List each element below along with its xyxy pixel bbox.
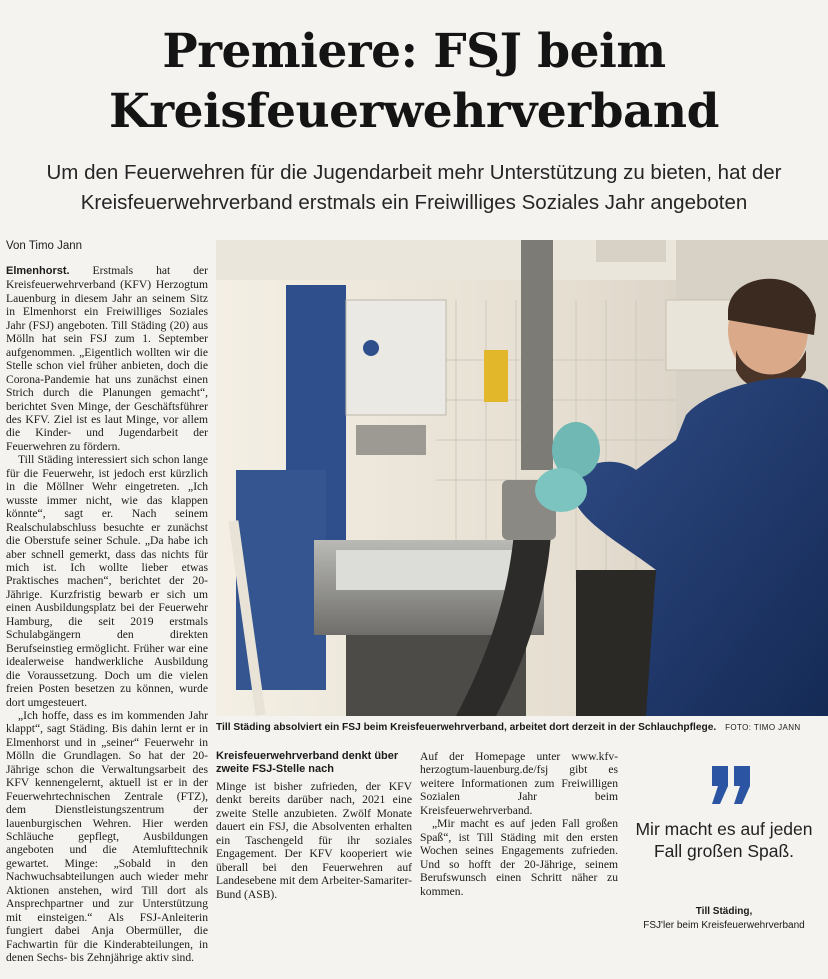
- article-paragraph-6: „Mir macht es auf jeden Fall großen Spaß“, ist Till Städing mit den ersten Wochen seines Engagements zufrieden. Und so hofft der 20-Jährige, seinem Berufswunsch einen Schritt näher zu kommen.: [420, 817, 618, 898]
- article-paragraph-3: „Ich hoffe, dass es im kommenden Jahr klappt“, sagt Städing. Bis dahin lernt er in Elmenhorst und in „seiner“ Feuerwehr in Mölln die Grundlagen. So hat der 20-Jährige schon die Verwaltungsarbeit des KFV kennengelernt, aktuell ist er in der Feuerwehrtechnischen Zentrale (FTZ), dem Dienstleistungszentrum der lauenburgischen Wehren. Hier werden Schläuche gepflegt, Ausbildungen angeboten und die Atemlufttechnik gewartet. Minge: „Sobald in den Nachwuchsabteilungen auch wieder mehr Aktionen anstehen, wird Till dort als Ansprechpartner und zur Unterstützung mit einsteigen.“ Als FSJ-Anleiterin fungiert dabei Anja Obermüller, die Fachwartin für die Kinderabteilungen, in denen Sechs- bis Zehnjährige aktiv sind.: [6, 708, 208, 965]
- headline-line-2: Kreisfeuerwehrverband: [109, 84, 719, 139]
- pull-quote: [626, 760, 822, 940]
- article-paragraph-1-text: Erstmals hat der Kreisfeuerwehrverband (KFV) Herzogtum Lauenburg in diesem Jahr an seinem Sitz in Elmenhorst ein Freiwilliges Soziales Jahr (FSJ) angeboten. Till Städing (20) aus Mölln hat sein FSJ zum 1. September aufgenommen. „Eigentlich wollten wir die Stelle schon viel früher anbieten, doch die Corona-Pandemie hat uns zunächst einen Strich durch die Planungen gemacht“, berichtet Sven Minge, der Geschäftsführer des KFV. Ziel ist es laut Minge, vor allem die Kinder- und Jugendarbeit der Feuerwehren zu fördern.: [6, 264, 208, 453]
- quote-text: Mir macht es auf jeden Fall großen Spaß.: [635, 819, 813, 861]
- quote-mark-icon: [710, 766, 754, 806]
- byline: Von Timo Jann: [6, 240, 83, 252]
- article-paragraph-4: Minge ist bisher zufrieden, der KFV denkt bereits darüber nach, 2021 eine zweite Stelle anzubieten. Zwölf Monate dauert ein FSJ, die Absolventen erhalten ein Taschengeld für ihr soziales Engagement. Der KFV kooperiert wie überall bei den Feuerwehren auf Landesebene mit dem Arbeiter-Samariter-Bund (ASB).: [216, 780, 412, 901]
- article-column-3: [420, 750, 618, 976]
- article-paragraph-1: [6, 264, 208, 453]
- quote-author-role: FSJ'ler beim Kreisfeuerwehrverband: [643, 920, 805, 931]
- caption-text: Till Städing absolviert ein FSJ beim Kreisfeuerwehrverband, arbeitet dort derzeit in der Schlauchpflege.: [216, 722, 717, 733]
- article-column-1: [6, 264, 208, 974]
- article-subheading: Kreisfeuerwehrverband denkt über zweite FSJ-Stelle nach: [216, 750, 399, 775]
- headline-line-1: Premiere: FSJ beim: [162, 24, 666, 79]
- dateline: Elmenhorst.: [6, 265, 70, 277]
- subheadline: Um den Feuerwehren für die Jugendarbeit mehr Unterstützung zu bieten, hat der Kreisfeuerwehrverband erstmals ein Freiwilliges Soziales Jahr angeboten: [46, 161, 782, 214]
- photo-caption: [216, 722, 828, 733]
- headline: [0, 22, 828, 142]
- article-column-2: [216, 750, 412, 976]
- photo-credit: FOTO: TIMO JANN: [725, 723, 801, 732]
- article-paragraph-2: Till Städing interessiert sich schon lange für die Feuerwehr, ist jedoch erst kürzlich in die Möllner Wehr eingetreten. „Ich wusste immer nicht, wie das klappen könnte“, sagt er. Nach seinem Realschulabschluss besuchte er zunächst die Oberstufe seiner Schule. „Da habe ich aber schnell gemerkt, dass das nichts für mich ist. Ich wollte lieber etwas Praktisches machen“, berichtet der 20-Jährige. Kurzfristig bewarb er sich um einen Ausbildungsplatz bei der Feuerwehr Hamburg, die seit 2019 erstmals Schulabgängern den direkten Berufseinstieg ermöglicht. Früher war eine idealerweise handwerkliche Ausbildung die Voraussetzung. Doch um die vielen freien Posten besetzen zu können, wurde dort umgesteuert.: [6, 453, 208, 709]
- photo-illustration: [216, 240, 828, 716]
- article-photo: [216, 240, 828, 716]
- article-paragraph-5: Auf der Homepage unter www.kfv-herzogtum-lauenburg.de/fsj gibt es weitere Informationen zum Freiwilligen Sozialen Jahr beim Kreisfeuerwehrverband.: [420, 750, 618, 817]
- quote-author: Till Städing,: [695, 906, 753, 917]
